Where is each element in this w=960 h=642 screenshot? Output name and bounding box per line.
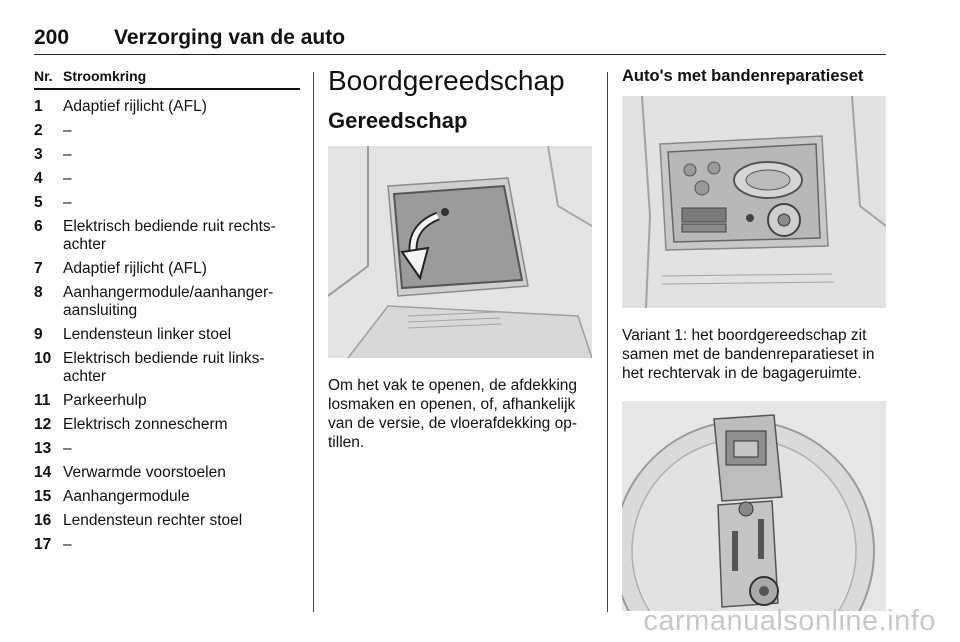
- fuse-number: 9: [34, 326, 43, 343]
- fuse-circuit: Aanhangermodule/aanhanger-aansluiting: [63, 284, 274, 319]
- fuse-circuit: –: [63, 146, 72, 163]
- column-divider: [313, 72, 314, 612]
- repair-kit-section: [622, 66, 886, 611]
- section-title: Boordgereedschap: [328, 65, 565, 96]
- subsection-title: Gereedschap: [328, 108, 468, 133]
- fuse-circuit: –: [63, 440, 72, 457]
- table-row: [34, 440, 300, 458]
- table-row: [34, 218, 300, 254]
- fuse-circuit: Adaptief rijlicht (AFL): [63, 98, 207, 115]
- fuse-number: 2: [34, 122, 43, 139]
- fuse-table-body: [34, 90, 300, 554]
- fuse-number: 8: [34, 284, 43, 301]
- fuse-circuit: –: [63, 122, 72, 139]
- table-row: [34, 536, 300, 554]
- fuse-circuit: Verwarmde voorstoelen: [63, 464, 226, 481]
- fuse-circuit: Elektrisch bediende ruit links-achter: [63, 350, 265, 385]
- table-row: [34, 122, 300, 140]
- repair-kit-illustration: [622, 96, 886, 308]
- trunk-cover-drawing: [328, 146, 592, 358]
- fuse-circuit: –: [63, 194, 72, 211]
- column-divider: [607, 72, 608, 612]
- fuse-circuit: Elektrisch bediende ruit rechts-achter: [63, 218, 276, 253]
- fuse-table: [34, 68, 300, 554]
- spare-wheel-well-illustration: [622, 401, 886, 611]
- fuse-circuit: Lendensteun rechter stoel: [63, 512, 243, 529]
- column-header-circuit: Stroomkring: [63, 68, 147, 84]
- fuse-circuit: Parkeerhulp: [63, 392, 147, 409]
- fuse-circuit: Elektrisch zonnescherm: [63, 416, 228, 433]
- repair-kit-drawing: [622, 96, 886, 308]
- table-row: [34, 326, 300, 344]
- fuse-number: 15: [34, 488, 52, 505]
- fuse-circuit: Aanhangermodule: [63, 488, 190, 505]
- fuse-circuit: –: [63, 170, 72, 187]
- repair-kit-title: Auto's met bandenreparatieset: [622, 67, 864, 85]
- table-row: [34, 350, 300, 386]
- fuse-number: 13: [34, 440, 52, 457]
- chapter-title: Verzorging van de auto: [114, 26, 346, 49]
- page-header: [34, 26, 886, 55]
- table-row: [34, 488, 300, 506]
- fuse-number: 11: [34, 392, 51, 409]
- table-row: [34, 416, 300, 434]
- fuse-number: 17: [34, 536, 52, 553]
- fuse-number: 3: [34, 146, 43, 163]
- fuse-number: 16: [34, 512, 52, 529]
- spare-wheel-well-drawing: [622, 401, 886, 611]
- table-row: [34, 170, 300, 188]
- table-row: [34, 194, 300, 212]
- column-header-nr: Nr.: [34, 68, 53, 84]
- page-number: 200: [34, 26, 70, 49]
- table-row: [34, 512, 300, 530]
- tools-paragraph: Om het vak te openen, de afdekking losmaken en openen, of, afhankelijk van de versie, de vloerafdekking op-tillen.: [328, 377, 578, 451]
- table-row: [34, 260, 300, 278]
- fuse-number: 14: [34, 464, 52, 481]
- fuse-circuit: Lendensteun linker stoel: [63, 326, 232, 343]
- watermark: carmanualsonline.info: [643, 605, 936, 637]
- tools-section: [328, 64, 592, 452]
- trunk-cover-illustration: [328, 146, 592, 358]
- table-row: [34, 98, 300, 116]
- fuse-number: 4: [34, 170, 43, 187]
- fuse-table-header: [34, 68, 300, 90]
- fuse-circuit: –: [63, 536, 72, 553]
- fuse-number: 5: [34, 194, 43, 211]
- fuse-number: 1: [34, 98, 43, 115]
- fuse-circuit: Adaptief rijlicht (AFL): [63, 260, 207, 277]
- fuse-number: 12: [34, 416, 52, 433]
- repair-kit-paragraph: Variant 1: het boordgereedschap zit samen met de bandenreparatieset in het rechtervak in de bagageruimte.: [622, 327, 875, 382]
- table-row: [34, 464, 300, 482]
- table-row: [34, 146, 300, 164]
- fuse-number: 10: [34, 350, 52, 367]
- table-row: [34, 392, 300, 410]
- fuse-number: 6: [34, 218, 43, 235]
- fuse-number: 7: [34, 260, 43, 277]
- table-row: [34, 284, 300, 320]
